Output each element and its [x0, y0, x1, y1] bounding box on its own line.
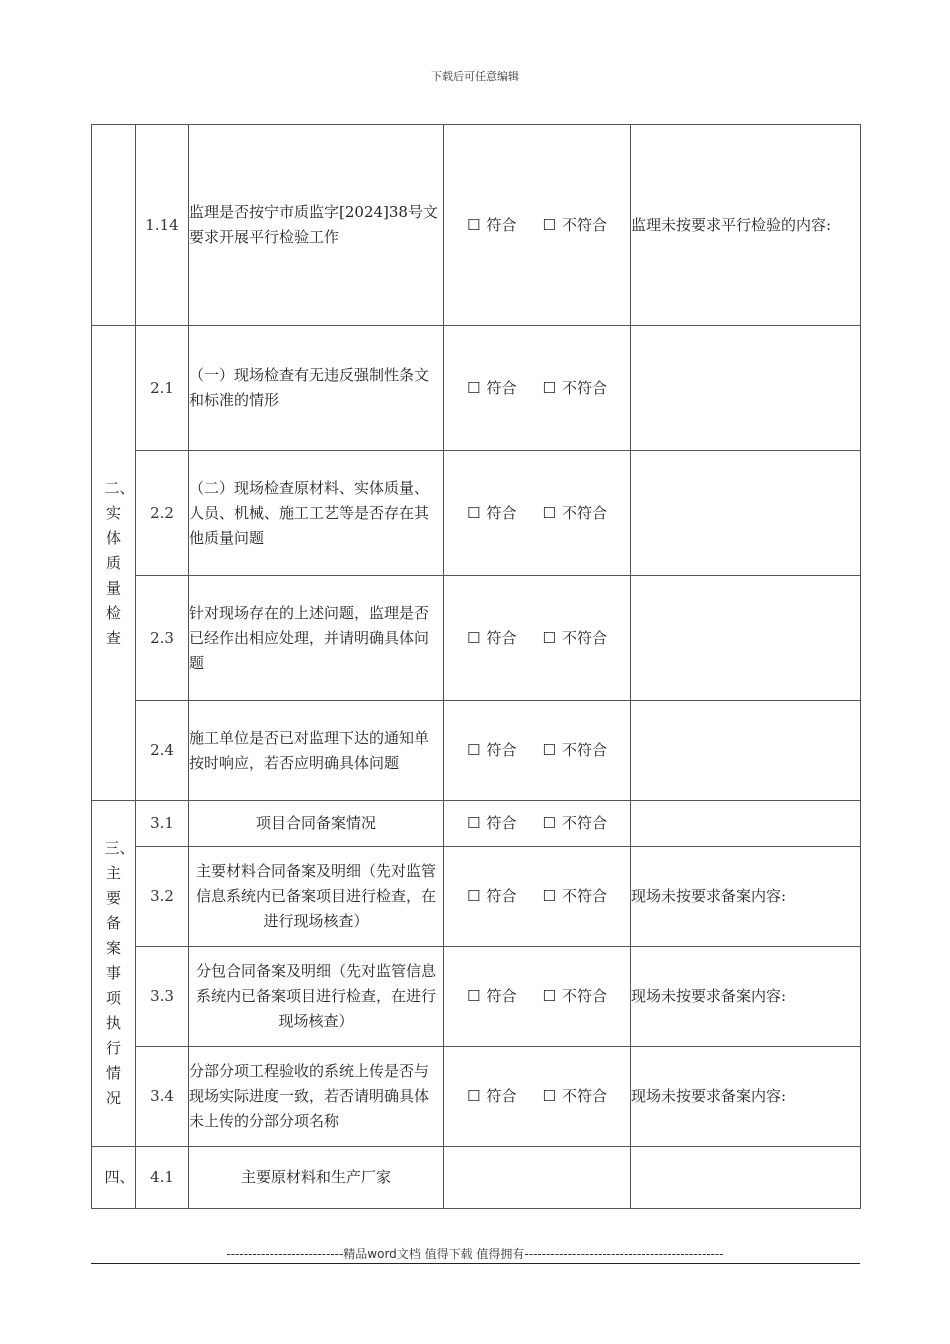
item-number: 3.3: [136, 947, 189, 1047]
compliant-label: 符合: [486, 814, 517, 832]
note-cell[interactable]: [631, 701, 861, 801]
compliant-label: 符合: [486, 887, 517, 905]
noncompliant-label: 不符合: [561, 378, 607, 397]
item-description: 主要材料合同备案及明细（先对监管信息系统内已备案项目进行检查，在进行现场核查）: [189, 847, 444, 947]
section-3-text: 三、主要备案事项执行情况: [104, 839, 135, 1107]
table-row: [92, 801, 861, 847]
checkbox-noncompliant[interactable]: ☐: [542, 628, 556, 647]
item-number: 2.1: [136, 326, 189, 451]
section-2-text: 二、实体质量检查: [104, 478, 135, 647]
compliant-label: 符合: [486, 987, 517, 1005]
table-row: [92, 701, 861, 801]
checkbox-compliant[interactable]: ☐: [467, 987, 481, 1005]
note-cell[interactable]: 现场未按要求备案内容:: [631, 847, 861, 947]
noncompliant-label: 不符合: [561, 1087, 607, 1105]
compliance-options: [444, 125, 631, 326]
compliant-label: 符合: [486, 503, 517, 522]
section-4-text: 四、: [104, 1168, 135, 1186]
checkbox-noncompliant[interactable]: ☐: [542, 503, 556, 522]
checkbox-noncompliant[interactable]: ☐: [542, 814, 556, 832]
checkbox-compliant[interactable]: ☐: [467, 741, 481, 759]
compliance-options: [444, 576, 631, 701]
noncompliant-label: 不符合: [561, 887, 607, 905]
note-cell[interactable]: 监理未按要求平行检验的内容:: [631, 125, 861, 326]
table-row: [92, 947, 861, 1047]
compliance-options: [444, 947, 631, 1047]
checkbox-compliant[interactable]: ☐: [467, 1087, 481, 1105]
item-description: 针对现场存在的上述问题，监理是否已经作出相应处理，并请明确具体问题: [189, 576, 444, 701]
table-row: [92, 576, 861, 701]
note-cell[interactable]: [631, 451, 861, 576]
item-number: 4.1: [136, 1147, 189, 1209]
item-number: 3.2: [136, 847, 189, 947]
noncompliant-label: 不符合: [561, 628, 607, 647]
compliance-options: [444, 847, 631, 947]
checkbox-compliant[interactable]: ☐: [467, 503, 481, 522]
table-row: [92, 326, 861, 451]
compliant-label: 符合: [486, 628, 517, 647]
noncompliant-label: 不符合: [561, 741, 607, 759]
item-description: （一）现场检查有无违反强制性条文和标准的情形: [189, 326, 444, 451]
item-description: 施工单位是否已对监理下达的通知单按时响应，若否应明确具体问题: [189, 701, 444, 801]
section-2-label: [92, 326, 136, 801]
note-cell[interactable]: [631, 576, 861, 701]
table-row: [92, 125, 861, 326]
compliant-label: 符合: [486, 1087, 517, 1105]
checkbox-compliant[interactable]: ☐: [467, 887, 481, 905]
checkbox-noncompliant[interactable]: ☐: [542, 741, 556, 759]
checkbox-noncompliant[interactable]: ☐: [542, 987, 556, 1005]
item-description: 监理是否按宁市质监字[2024]38号文要求开展平行检验工作: [189, 125, 444, 326]
note-cell[interactable]: [631, 1147, 861, 1209]
item-description: 分包合同备案及明细（先对监管信息系统内已备案项目进行检查，在进行现场核查）: [189, 947, 444, 1047]
checkbox-noncompliant[interactable]: ☐: [542, 1087, 556, 1105]
item-number: 2.3: [136, 576, 189, 701]
note-cell[interactable]: [631, 801, 861, 847]
noncompliant-label: 不符合: [561, 215, 607, 234]
table-row: [92, 451, 861, 576]
table-row: [92, 847, 861, 947]
page-header-text: 下载后可任意编辑: [431, 70, 519, 83]
compliance-options: [444, 701, 631, 801]
compliant-label: 符合: [486, 378, 517, 397]
item-number: 3.4: [136, 1047, 189, 1147]
item-description: 项目合同备案情况: [189, 801, 444, 847]
noncompliant-label: 不符合: [561, 814, 607, 832]
compliance-options: [444, 326, 631, 451]
item-description: 分部分项工程验收的系统上传是否与现场实际进度一致，若否请明确具体未上传的分部分项名称: [189, 1047, 444, 1147]
compliance-options: [444, 1047, 631, 1147]
table-row: [92, 1047, 861, 1147]
section-4-label: [92, 1147, 136, 1209]
table-row: [92, 1147, 861, 1209]
footer-divider: [91, 1263, 860, 1264]
checkbox-compliant[interactable]: ☐: [467, 814, 481, 832]
empty-options-cell[interactable]: [444, 1147, 631, 1209]
noncompliant-label: 不符合: [561, 987, 607, 1005]
compliant-label: 符合: [486, 741, 517, 759]
checkbox-noncompliant[interactable]: ☐: [542, 378, 556, 397]
compliant-label: 符合: [486, 215, 517, 234]
section-3-label: [92, 801, 136, 1147]
note-cell[interactable]: [631, 326, 861, 451]
checkbox-noncompliant[interactable]: ☐: [542, 215, 556, 234]
item-number: 2.2: [136, 451, 189, 576]
compliance-options: [444, 451, 631, 576]
page-footer-text: ---------------------------精品word文档 值得下载 值得拥有----------------------------------------------: [226, 1247, 724, 1261]
checkbox-compliant[interactable]: ☐: [467, 215, 481, 234]
item-number: 3.1: [136, 801, 189, 847]
item-description: 主要原材料和生产厂家: [189, 1147, 444, 1209]
checkbox-compliant[interactable]: ☐: [467, 628, 481, 647]
checkbox-compliant[interactable]: ☐: [467, 378, 481, 397]
section-cell-empty: [92, 125, 136, 326]
note-cell[interactable]: 现场未按要求备案内容:: [631, 947, 861, 1047]
noncompliant-label: 不符合: [561, 503, 607, 522]
item-number: 1.14: [136, 125, 189, 326]
item-number: 2.4: [136, 701, 189, 801]
checkbox-noncompliant[interactable]: ☐: [542, 887, 556, 905]
inspection-table: [91, 124, 861, 1209]
compliance-options: [444, 801, 631, 847]
note-cell[interactable]: 现场未按要求备案内容:: [631, 1047, 861, 1147]
item-description: （二）现场检查原材料、实体质量、人员、机械、施工工艺等是否存在其他质量问题: [189, 451, 444, 576]
